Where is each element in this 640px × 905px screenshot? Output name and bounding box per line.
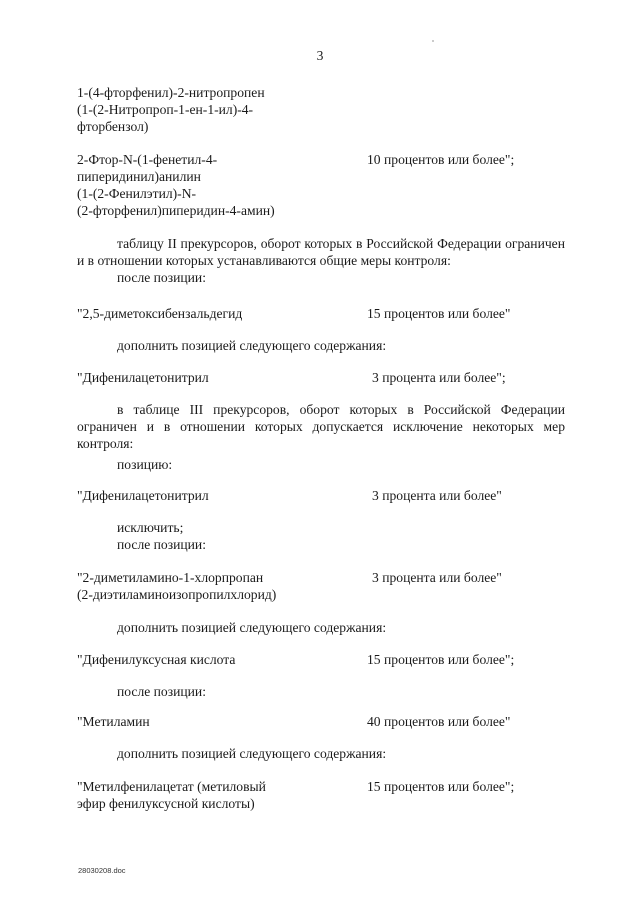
exclude-label: исключить;: [117, 520, 184, 535]
entry-1-line-3: фторбензол): [77, 119, 149, 134]
footer-filename: 28030208.doc: [78, 866, 126, 875]
entry-6-amount: 3 процента или более": [372, 570, 502, 585]
entry-5-amount: 3 процента или более": [372, 488, 502, 503]
entry-8-name: "Метиламин: [77, 714, 150, 729]
entry-4-name: "Дифенилацетонитрил: [77, 370, 209, 385]
entry-9-line-2: эфир фенилуксусной кислоты): [77, 796, 255, 811]
entry-1-line-1: 1-(4-фторфенил)-2-нитропропен: [77, 85, 265, 100]
position-label: позицию:: [117, 457, 173, 472]
supplement-label-2: дополнить позицией следующего содержания:: [117, 620, 387, 635]
after-position-label-3: после позиции:: [117, 684, 206, 699]
paragraph-table-2: [77, 235, 565, 269]
entry-2-line-3: (1-(2-Фенилэтил)-N-: [77, 186, 197, 201]
entry-3-amount: 15 процентов или более": [367, 306, 511, 321]
scan-speck: [432, 40, 434, 42]
entry-3-name: "2,5-диметоксибензальдегид: [77, 306, 243, 321]
entry-2-amount: 10 процентов или более";: [367, 152, 515, 167]
supplement-label-1: дополнить позицией следующего содержания:: [117, 338, 387, 353]
supplement-label-3: дополнить позицией следующего содержания:: [117, 746, 387, 761]
entry-2-line-4: (2-фторфенил)пиперидин-4-амин): [77, 203, 275, 218]
paragraph-table-3-text: в таблице III прекурсоров, оборот которых в Российской Федерации ограничен и в отношении которых допускается исключение некоторых мер контроля:: [77, 402, 565, 451]
entry-6-line-2: (2-диэтиламиноизопропилхлорид): [77, 587, 277, 602]
entry-6-line-1: "2-диметиламино-1-хлорпропан: [77, 570, 264, 585]
entry-7-amount: 15 процентов или более";: [367, 652, 515, 667]
page-number: 3: [316, 48, 324, 63]
entry-5-name: "Дифенилацетонитрил: [77, 488, 209, 503]
paragraph-table-3: [77, 401, 565, 452]
entry-1-line-2: (1-(2-Нитропроп-1-ен-1-ил)-4-: [77, 102, 254, 117]
entry-8-amount: 40 процентов или более": [367, 714, 511, 729]
entry-7-name: "Дифенилуксусная кислота: [77, 652, 236, 667]
after-position-label-2: после позиции:: [117, 537, 206, 552]
after-position-label-1: после позиции:: [117, 270, 206, 285]
paragraph-table-2-text: таблицу II прекурсоров, оборот которых в Российской Федерации ограничен и в отношении которых устанавливаются общие меры контроля:: [77, 236, 565, 268]
entry-4-amount: 3 процента или более";: [372, 370, 506, 385]
entry-2-line-1: 2-Фтор-N-(1-фенетил-4-: [77, 152, 218, 167]
entry-9-amount: 15 процентов или более";: [367, 779, 515, 794]
entry-2-line-2: пиперидинил)анилин: [77, 169, 201, 184]
entry-9-line-1: "Метилфенилацетат (метиловый: [77, 779, 266, 794]
